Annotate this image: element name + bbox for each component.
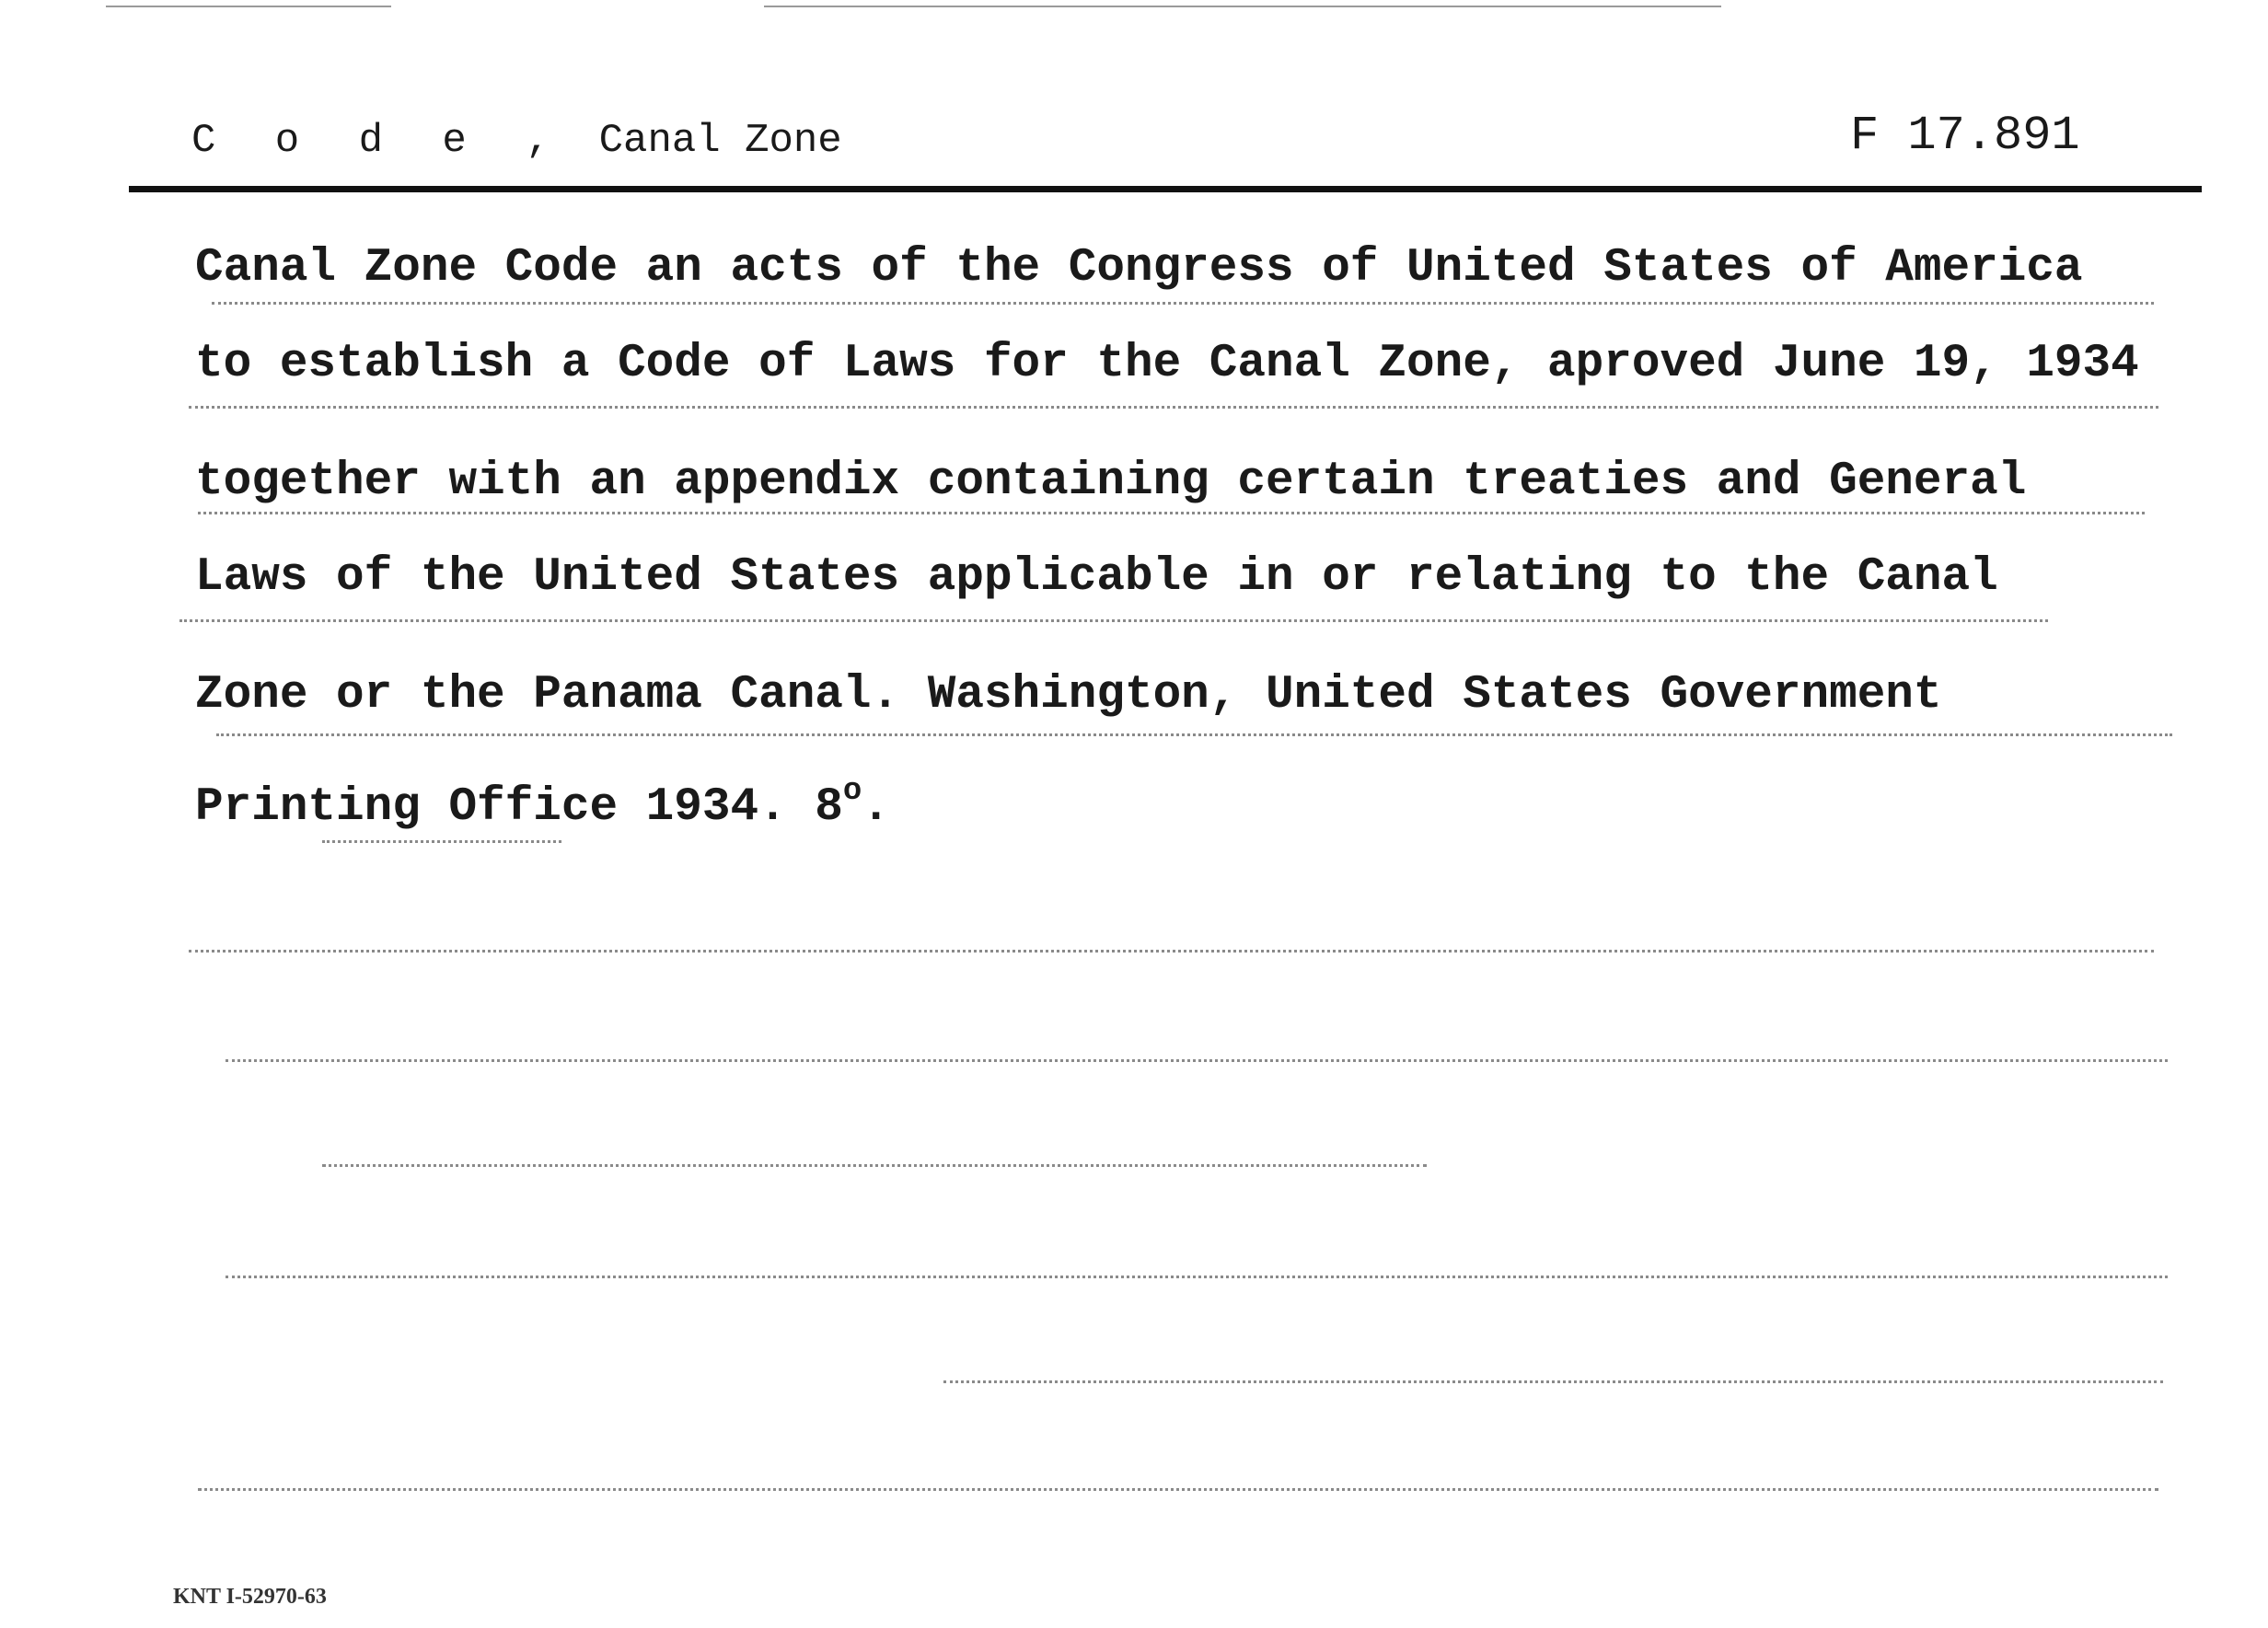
body-line-5: Zone or the Panama Canal. Washington, United States Government bbox=[195, 669, 1942, 722]
ruling-line bbox=[198, 512, 2145, 514]
ruling-line bbox=[189, 950, 2154, 953]
ruling-line bbox=[179, 619, 2048, 622]
header-label: C o d e , bbox=[191, 118, 568, 164]
body-line-3: together with an appendix containing certain treaties and General bbox=[195, 456, 2027, 508]
ruling-line bbox=[216, 733, 2172, 736]
degree-mark: o bbox=[842, 774, 862, 809]
ruling-line bbox=[189, 406, 2158, 409]
card-body-text bbox=[195, 221, 2183, 856]
call-number: F 17.891 bbox=[1850, 109, 2080, 163]
ruling-line bbox=[943, 1380, 2163, 1383]
ruling-line bbox=[198, 1488, 2158, 1491]
imprint-end: . bbox=[862, 781, 890, 834]
ruling-line bbox=[212, 302, 2154, 305]
imprint-text: Printing Office 1934. 8 bbox=[195, 781, 843, 834]
body-line-4: Laws of the United States applicable in or relating to the Canal bbox=[195, 551, 1998, 604]
header-rule bbox=[129, 186, 2202, 192]
card-top-edge-right bbox=[764, 6, 1721, 7]
body-line-1: Canal Zone Code an acts of the Congress of United States of America bbox=[195, 242, 2083, 294]
ruling-line bbox=[226, 1276, 2168, 1278]
ruling-line bbox=[226, 1059, 2168, 1062]
body-line-2: to establish a Code of Laws for the Canal Zone, aproved June 19, 1934 bbox=[195, 338, 2139, 390]
ruling-line bbox=[322, 840, 561, 843]
ruling-line bbox=[322, 1164, 1427, 1167]
card-header-subject bbox=[191, 118, 842, 164]
header-place: Canal Zone bbox=[598, 118, 842, 164]
card-footer-code: KNT I-52970-63 bbox=[173, 1585, 327, 1609]
card-top-edge-left bbox=[106, 6, 391, 7]
